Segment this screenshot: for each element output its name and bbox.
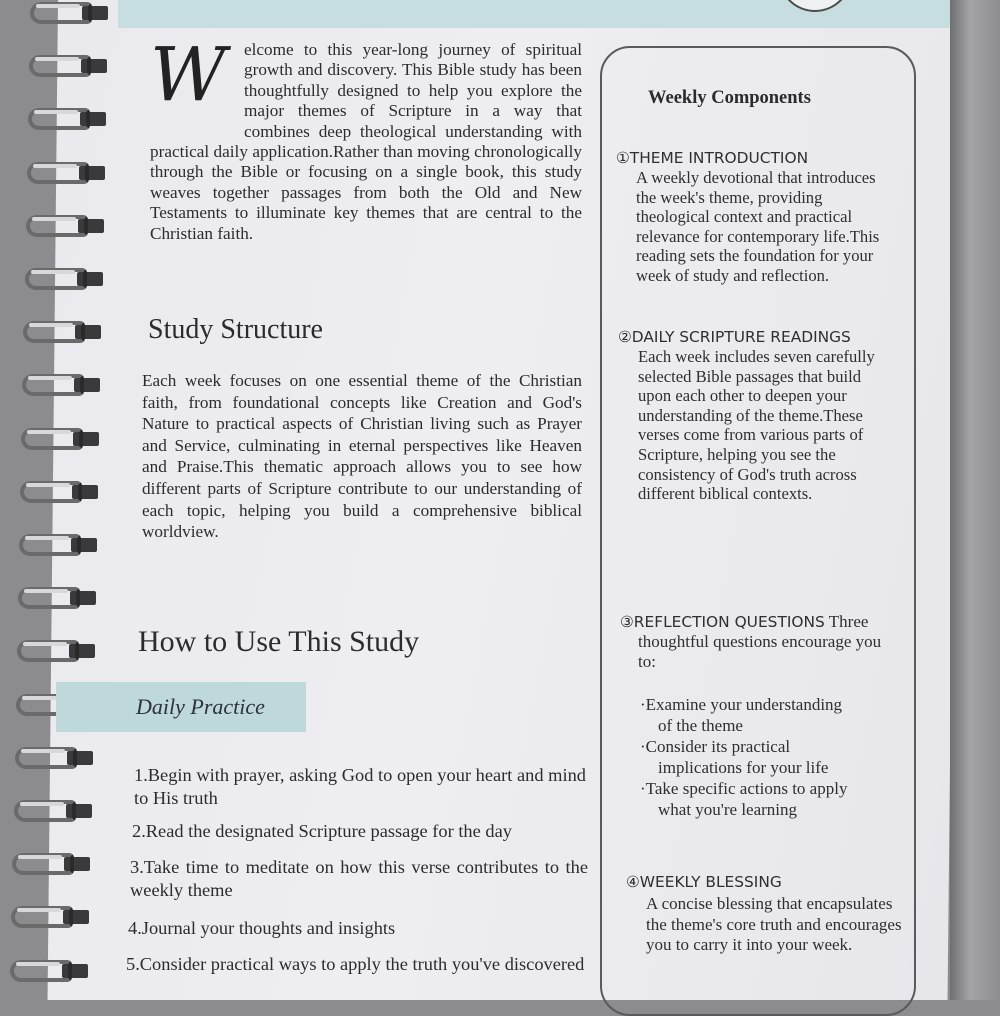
component-3-bullets [640, 694, 900, 820]
study-structure-paragraph: Each week focuses on one essential theme of the Christian faith, from foundational concepts like Creation and God's Nature to practical aspects of Christian living such as Prayer and Service, culminating in eternal perspectives like Heaven and Praise.This thematic approach allows you to see how different parts of Scripture contribute to our understanding of each topic, helping you build a comprehensive biblical worldview. [142, 371, 582, 542]
bullet-1: ·Examine your understanding [640, 695, 843, 714]
spiral-loop [21, 428, 107, 452]
table-surface [950, 0, 1000, 1000]
spiral-loop [15, 747, 101, 771]
bullet-2: ·Consider its practical [640, 737, 791, 756]
component-3-body: thoughtful questions encourage you to: [638, 632, 882, 671]
spiral-loop [29, 55, 115, 79]
step-5: 5.Consider practical ways to apply the truth you've discovered [126, 954, 585, 974]
step-2: 2.Read the designated Scripture passage for the day [132, 821, 512, 841]
component-2-body: Each week includes seven carefully selected Bible passages that build upon each other to deepen your understanding of the theme.These verses come from various parts of Scripture, helping you see the consistency of God's truth across different biblical contexts. [638, 347, 875, 504]
study-structure-heading: Study Structure [148, 314, 323, 345]
spiral-loop [23, 321, 109, 345]
bullet-1-cont: of the theme [658, 716, 743, 735]
component-3-heading-line [620, 612, 868, 632]
spiral-loop [27, 162, 113, 186]
component-4-body: A concise blessing that encapsulates the theme's core truth and encourages you to carry it into your week. [646, 894, 902, 954]
spiral-loop [25, 268, 111, 292]
component-3-heading-tail: Three [828, 612, 869, 631]
spiral-loop [28, 108, 114, 132]
step-1: 1.Begin with prayer, asking God to open your heart and mind to His truth [134, 765, 586, 808]
intro-paragraph [150, 32, 582, 244]
weekly-components-title: Weekly Components [648, 88, 811, 108]
spiral-binding [0, 0, 120, 1000]
spiral-loop [22, 374, 108, 398]
bullet-3: ·Take specific actions to apply [640, 779, 848, 798]
intro-text: elcome to this year-long journey of spiritual growth and discovery. This Bible study has been thoughtfully designed to help you explore the major themes of Scripture in a way that combines deep theological understanding with practical daily application.Rather than moving chronologically through the Bible or focusing on a single book, this study weaves together passages from both the Old and New Testaments to illuminate key themes that are central to the Christian faith. [150, 40, 582, 243]
daily-practice-subheading: Daily Practice [136, 694, 265, 719]
bullet-3-cont: what you're learning [658, 800, 798, 819]
spiral-loop [10, 960, 96, 984]
step-3: 3.Take time to meditate on how this verse contributes to the weekly theme [130, 857, 588, 900]
component-1-body: A weekly devotional that introduces the week's theme, providing theological context and practical relevance for contemporary life.This reading sets the foundation for your week of study and reflection. [636, 168, 880, 285]
how-to-use-heading: How to Use This Study [138, 625, 420, 658]
spiral-loop [17, 640, 103, 664]
component-3-heading: ③REFLECTION QUESTIONS [620, 613, 825, 631]
step-4: 4.Journal your thoughts and insights [128, 918, 396, 938]
component-4-heading: ④WEEKLY BLESSING [626, 873, 782, 891]
spiral-loop [20, 481, 106, 505]
spiral-loop [30, 2, 116, 26]
drop-cap: W [150, 32, 221, 118]
spiral-loop [11, 906, 97, 930]
bullet-2-cont: implications for your life [658, 758, 829, 777]
spiral-loop [26, 215, 112, 239]
spiral-loop [14, 800, 100, 824]
spiral-loop [19, 534, 105, 558]
spiral-loop [12, 853, 98, 877]
component-1-heading: ①THEME INTRODUCTION [616, 149, 809, 167]
spiral-loop [18, 587, 104, 611]
component-2-heading: ②DAILY SCRIPTURE READINGS [618, 328, 851, 346]
